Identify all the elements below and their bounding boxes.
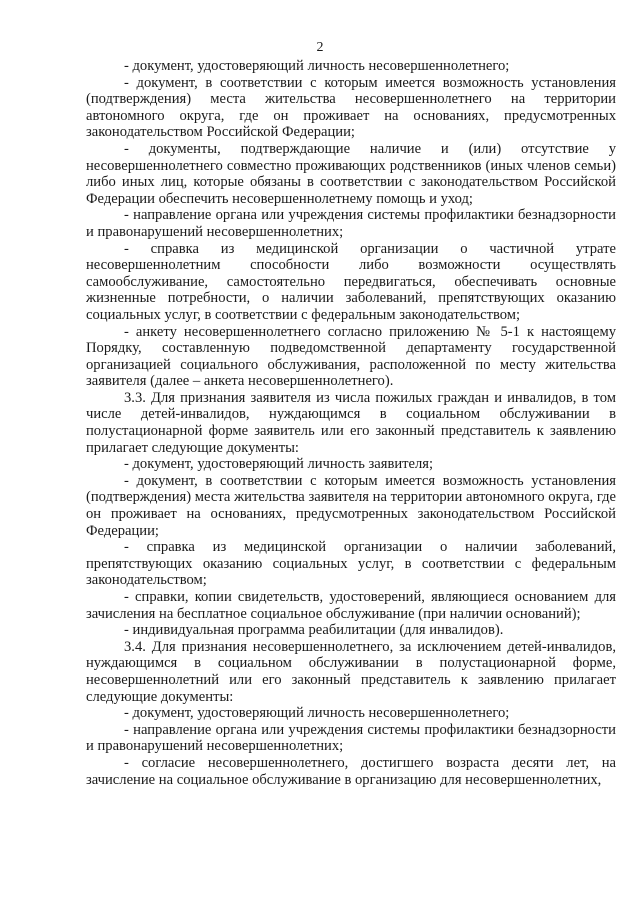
paragraph: - анкету несовершеннолетнего согласно приложению № 5-1 к настоящему Порядку, составленную подведомственной департаменту государственной организацией социального обслуживания, расположенной по месту жительства заявителя (далее – анкета несовершеннолетнего). bbox=[86, 323, 616, 390]
paragraph: - справка из медицинской организации о частичной утрате несовершеннолетним способности либо возможности осуществлять самообслуживание, самостоятельно передвигаться, обеспечивать основные жизненные потребности, о наличии заболеваний, препятствующих оказанию социальных услуг, в соответствии с федеральным законодательством; bbox=[86, 240, 616, 323]
paragraph: - документ, в соответствии с которым имеется возможность установления (подтверждения) места жительства заявителя на территории автономного округа, где он проживает на основаниях, предусмотренных законодательством Российской Федерации; bbox=[86, 472, 616, 539]
document-body bbox=[86, 58, 616, 788]
paragraph: - согласие несовершеннолетнего, достигшего возраста десяти лет, на зачисление на социальное обслуживание в организацию для несовершеннолетних, bbox=[86, 754, 616, 788]
paragraph: - документы, подтверждающие наличие и (или) отсутствие у несовершеннолетнего совместно проживающих родственников (иных членов семьи) либо иных лиц, которые обязаны в соответствии с законодательством Российской Федерации обеспечить несовершеннолетнему помощь и уход; bbox=[86, 140, 616, 207]
paragraph: - документ, удостоверяющий личность несовершеннолетнего; bbox=[124, 58, 510, 74]
paragraph: - справки, копии свидетельств, удостоверений, являющиеся основанием для зачисления на бесплатное социальное обслуживание (при наличии оснований); bbox=[86, 589, 616, 622]
paragraph: - справка из медицинской организации о наличии заболеваний, препятствующих оказанию социальных услуг, в соответствии с федеральным законодательством; bbox=[86, 539, 616, 589]
paragraph: - направление органа или учреждения системы профилактики безнадзорности и правонарушений несовершеннолетних; bbox=[86, 207, 616, 240]
paragraph: - направление органа или учреждения системы профилактики безнадзорности и правонарушений несовершеннолетних; bbox=[86, 721, 616, 755]
paragraph: - документ, удостоверяющий личность несовершеннолетнего; bbox=[124, 705, 510, 722]
section-paragraph-3-3: 3.3. Для признания заявителя из числа пожилых граждан и инвалидов, в том числе детей-инвалидов, нуждающимся в социальном обслуживании в полустационарной форме заявитель или его законный представитель к заявлению прилагает следующие документы: bbox=[86, 389, 616, 456]
section-paragraph-3-4: 3.4. Для признания несовершеннолетнего, за исключением детей-инвалидов, нуждающимся в социальном обслуживании в полустационарной форме, несовершеннолетний или его законный представитель к заявлению прилагает следующие документы: bbox=[86, 638, 616, 705]
paragraph: - индивидуальная программа реабилитации (для инвалидов). bbox=[124, 622, 504, 639]
page-number: 2 bbox=[316, 40, 324, 55]
paragraph: - документ, в соответствии с которым имеется возможность установления (подтверждения) места жительства несовершеннолетнего на территории автономного округа, где он проживает на основаниях, предусмотренных законодательством Российской Федерации; bbox=[86, 74, 616, 141]
paragraph: - документ, удостоверяющий личность заявителя; bbox=[124, 456, 434, 473]
